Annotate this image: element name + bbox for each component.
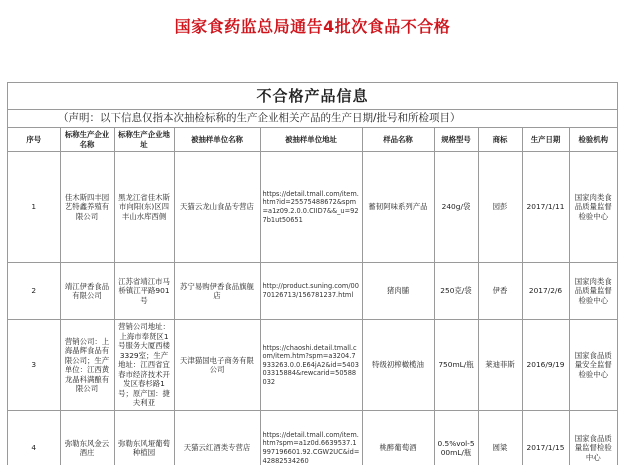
inspection-agency: 国家食品质量安全监督检验中心: [569, 320, 617, 411]
brand: 伊香: [478, 263, 522, 320]
production-date: 2017/1/15: [522, 411, 569, 465]
sample-name: 猪肉脯: [362, 263, 434, 320]
table-note: （声明：以下信息仅指本次抽检标称的生产企业相关产品的生产日期/批号和所检项目）: [8, 110, 617, 128]
production-date: 2017/1/11: [522, 152, 569, 263]
producer-address: 江苏省靖江市马桥镇江平路901号: [114, 263, 174, 320]
header-cell: 商标: [478, 128, 522, 152]
sampled-unit-url: https://detail.tmall.com/item.htm?id=25575488672&spm=a1z09.2.0.0.CIID7&&_u=927b1ut50651: [260, 152, 362, 263]
header-cell: 序号: [8, 128, 60, 152]
table-title: 不合格产品信息: [8, 83, 617, 110]
production-date: 2017/2/6: [522, 263, 569, 320]
spec: 750mL/瓶: [434, 320, 478, 411]
producer-name: 靖江伊香食品有限公司: [60, 263, 114, 320]
sampled-unit-name: 天猫云红酒类专营店: [174, 411, 260, 465]
products-grid: [8, 128, 617, 465]
header-cell: 被抽样单位地址: [260, 128, 362, 152]
header-row: [8, 128, 617, 152]
table-row: [8, 411, 617, 465]
row-number: 3: [8, 320, 60, 411]
producer-address: 黑龙江省佳木斯市向阳(东)区四丰山水库西侧: [114, 152, 174, 263]
producer-name: 营销公司：上海晶辉食品有限公司；生产单位：江西黄龙晶科满酿有限公司: [60, 320, 114, 411]
sampled-unit-name: 苏宁易购伊香食品旗舰店: [174, 263, 260, 320]
table-row: [8, 152, 617, 263]
inspection-agency: 国家肉类食品质量监督检验中心: [569, 263, 617, 320]
header-cell: 检验机构: [569, 128, 617, 152]
spec: 250克/袋: [434, 263, 478, 320]
sampled-unit-url: https://detail.tmall.com/item.htm?spm=a1z0d.6639537.1997196601.92.CGW2UC&id=42882534260: [260, 411, 362, 465]
header-cell: 规格型号: [434, 128, 478, 152]
sampled-unit-url: http://product.suning.com/0070126713/156781237.html: [260, 263, 362, 320]
sample-name: 蓄韧阿味系列产品: [362, 152, 434, 263]
inspection-agency: 国家食品质量监督检验中心: [569, 411, 617, 465]
row-number: 1: [8, 152, 60, 263]
header-cell: 生产日期: [522, 128, 569, 152]
header-cell: 标称生产企业地址: [114, 128, 174, 152]
producer-name: 佳木斯四丰园艺特鑫养殖有限公司: [60, 152, 114, 263]
sample-name: 特级初榨橄榄油: [362, 320, 434, 411]
brand: 圆粱: [478, 411, 522, 465]
production-date: 2016/9/19: [522, 320, 569, 411]
header-cell: 样品名称: [362, 128, 434, 152]
sample-name: 桃醉葡萄酒: [362, 411, 434, 465]
table-row: [8, 263, 617, 320]
header-cell: 标称生产企业名称: [60, 128, 114, 152]
brand: 园彭: [478, 152, 522, 263]
row-number: 2: [8, 263, 60, 320]
spec: 0.5%vol-500mL/瓶: [434, 411, 478, 465]
header-cell: 被抽样单位名称: [174, 128, 260, 152]
page-headline: 国家食药监总局通告4批次食品不合格: [174, 17, 451, 36]
producer-name: 弥勒东风金云酒庄: [60, 411, 114, 465]
producer-address: 弥勒东风垭葡萄种植园: [114, 411, 174, 465]
producer-address: 营销公司地址：上海市奉贤区1号服务大厦西楼3329室；生产地址：江西省宜春市经济技术开发区春杉路1号；原产国：捷夫利亚: [114, 320, 174, 411]
table-row: [8, 320, 617, 411]
sampled-unit-name: 天津猫国电子商务有限公司: [174, 320, 260, 411]
inspection-agency: 国家肉类食品质量监督检验中心: [569, 152, 617, 263]
row-number: 4: [8, 411, 60, 465]
sampled-unit-name: 天猫云龙山食品专营店: [174, 152, 260, 263]
sampled-unit-url: https://chaoshi.detail.tmall.com/item.htm?spm=a3204.7933263.0.0.E64jA2&id=540303315884&rewcarid=50588032: [260, 320, 362, 411]
brand: 莱迪菲斯: [478, 320, 522, 411]
spec: 240g/袋: [434, 152, 478, 263]
unqualified-products-table: [7, 82, 618, 465]
